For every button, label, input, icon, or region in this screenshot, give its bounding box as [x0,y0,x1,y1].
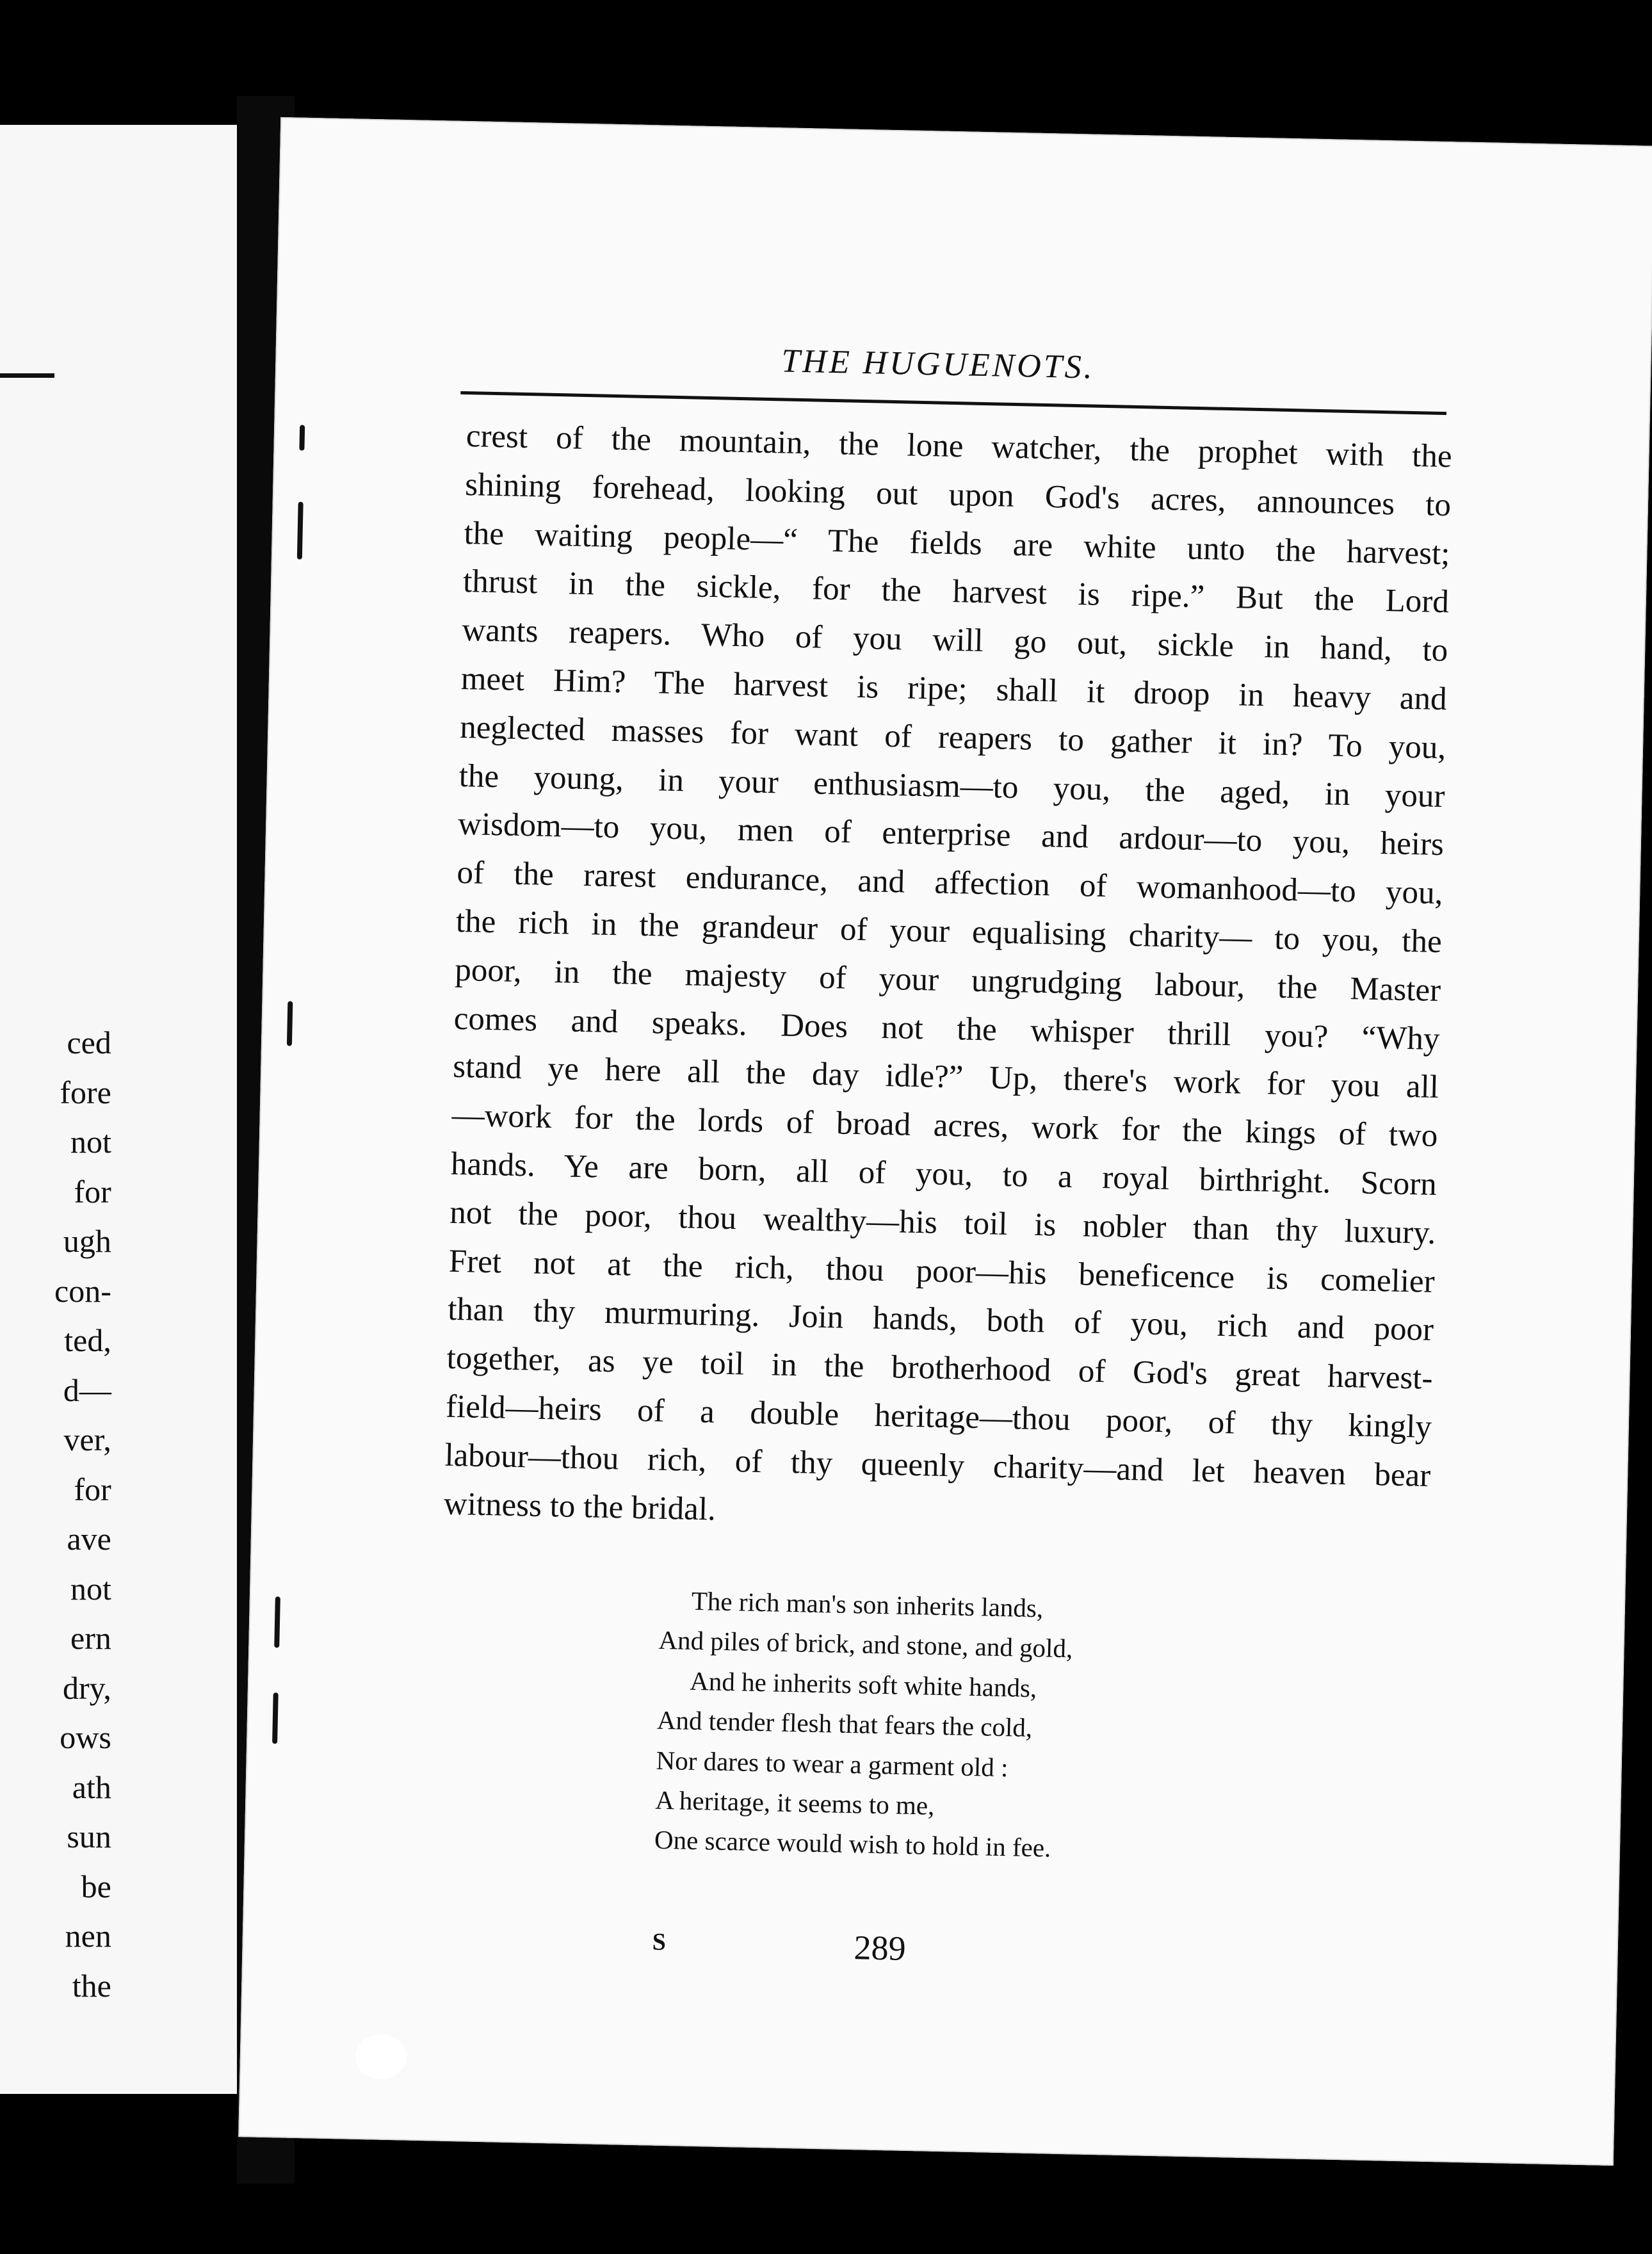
body-line: shining forehead, looking out upon God's acres, announces to [464,466,1452,524]
page-edge-mark [287,1001,293,1046]
signature-mark: S [652,1928,667,1956]
right-page [238,117,1652,2166]
poem-line: And tender flesh that fears the cold, [656,1705,1033,1743]
left-fragment: be [81,1868,111,1904]
body-paragraph [443,412,1452,1549]
body-line: of the rarest endurance, and affection of womanhood—to you, [457,855,1443,912]
body-line: the rich in the grandeur of your equalising charity— to you, the [455,903,1443,961]
left-fragment: ows [60,1719,111,1755]
poem-line: The rich man's son inherits lands, [691,1585,1044,1623]
running-head-rule [460,391,1446,415]
left-fragment: nen [65,1918,111,1954]
left-fragment: sun [67,1819,111,1854]
poem-stanza [654,1580,1074,1869]
left-fragment: ern [70,1620,111,1656]
body-line: meet Him? The harvest is ripe; shall it droop in heavy and [460,660,1448,718]
poem-line: Nor dares to wear a garment old : [656,1745,1008,1782]
left-fragment: ver, [63,1422,111,1457]
left-fragment: ted, [64,1322,111,1358]
body-line: together, as ye toil in the brotherhood of God's great harvest- [446,1340,1433,1397]
body-line: neglected masses for want of reapers to gather it in? To you, [459,709,1446,766]
body-line: witness to the bridal. [443,1486,717,1528]
left-page [0,125,237,2094]
body-line: wants reapers. Who of you will go out, sickle in hand, to [461,612,1448,669]
page-edge-mark [297,502,304,560]
body-line: thrust in the sickle, for the harvest is ripe.” But the Lord [462,564,1450,620]
running-head: THE HUGUENOTS. [781,343,1096,386]
page-edge-mark [299,425,305,451]
page-edge-mark [272,1692,279,1744]
body-line: stand ye here all the day idle?” Up, there's work for you all [452,1049,1439,1106]
body-line: comes and speaks. Does not the whisper thrill you? “Why [453,1000,1441,1057]
left-fragment: the [72,1967,111,2004]
left-fragment: fore [60,1074,111,1110]
body-line: wisdom—to you, men of enterprise and ardour—to you, heirs [457,806,1445,863]
body-line: field—heirs of a double heritage—thou poor, of thy kingly [445,1388,1432,1445]
poem-line: One scarce would wish to hold in fee. [654,1825,1051,1863]
body-line: labour—thou rich, of thy queenly charity—and let heaven bear [444,1437,1431,1494]
body-line: hands. Ye are born, all of you, to a royal birthright. Scorn [450,1146,1437,1203]
left-fragment: ugh [63,1223,111,1259]
body-line: Fret not at the rich, thou poor—his beneficence is comelier [448,1243,1436,1300]
poem-line: A heritage, it seems to me, [654,1785,935,1820]
page-edge-mark [274,1596,280,1648]
body-line: than thy murmuring. Join hands, both of you, rich and poor [447,1292,1434,1349]
left-fragment: for [74,1173,111,1210]
body-line: the young, in your enthusiasm—to you, the aged, in your [458,758,1446,815]
left-fragment: d— [63,1372,111,1408]
left-fragment: not [70,1570,111,1607]
left-fragment: con- [54,1272,111,1309]
paper-smudge [355,2034,407,2080]
left-page-rule [0,373,54,378]
page-number: 289 [853,1928,907,1968]
poem-line: And piles of brick, and stone, and gold, [658,1625,1073,1664]
left-fragment: ave [67,1521,111,1557]
left-fragment: not [70,1124,111,1160]
body-line: not the poor, thou wealthy—his toil is nobler than thy luxury. [449,1194,1436,1251]
body-line: crest of the mountain, the lone watcher, the prophet with the [466,418,1453,475]
body-line: the waiting people—“ The fields are white unto the harvest; [464,515,1450,572]
left-fragment: ath [72,1769,111,1805]
left-page-text-fragments [54,1018,111,2011]
poem-line: And he inherits soft white hands, [689,1666,1037,1703]
body-line: —work for the lords of broad acres, work for the kings of two [451,1097,1438,1155]
left-fragment: for [74,1471,111,1507]
left-fragment: dry, [62,1669,111,1706]
left-fragment: ced [67,1025,111,1060]
body-line: poor, in the majesty of your ungrudging labour, the Master [454,952,1441,1009]
